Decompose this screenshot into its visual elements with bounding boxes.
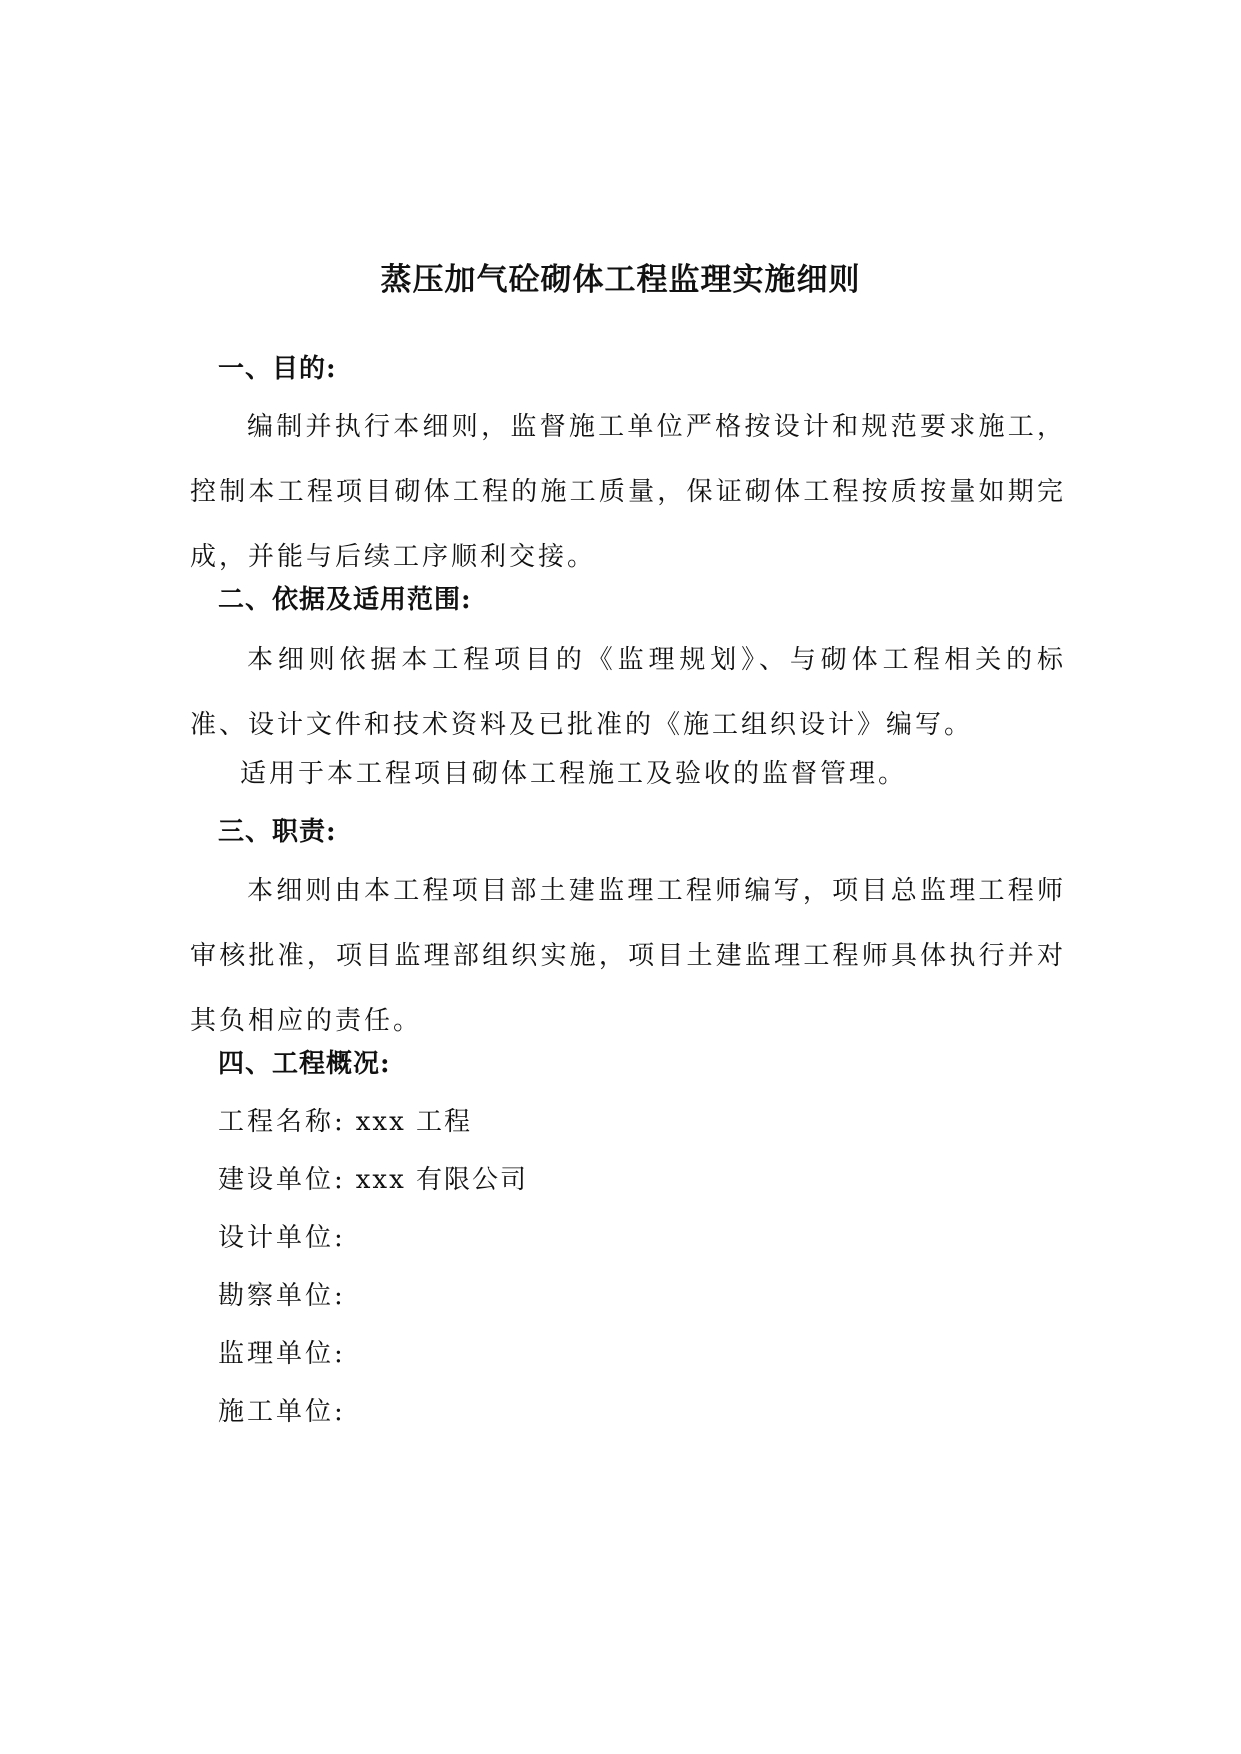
document-title: 蒸压加气砼砌体工程监理实施细则: [380, 262, 861, 298]
section-heading-responsibility: 三、职责:: [218, 817, 337, 847]
field-label: 勘察单位:: [218, 1281, 346, 1311]
field-label: 监理单位:: [218, 1339, 346, 1369]
section-paragraph-basis: 本细则依据本工程项目的《监理规划》、与砌体工程相关的标准、设计文件和技术资料及已批准的《施工组织设计》编写。: [190, 645, 1066, 740]
section-heading-purpose: 一、目的:: [218, 354, 337, 384]
section-paragraph-purpose: 编制并执行本细则，监督施工单位严格按设计和规范要求施工，控制本工程项目砌体工程的施工质量，保证砌体工程按质按量如期完成，并能与后续工序顺利交接。: [190, 412, 1066, 572]
field-value: xxx 有限公司: [355, 1165, 529, 1195]
field-label: 建设单位:: [218, 1165, 346, 1195]
field-label: 施工单位:: [218, 1397, 346, 1427]
field-label: 设计单位:: [218, 1223, 346, 1253]
field-survey-unit: [218, 1276, 356, 1316]
field-project-name: [218, 1102, 472, 1142]
field-value: xxx 工程: [355, 1107, 473, 1137]
field-owner-unit: [218, 1160, 528, 1200]
field-label: 工程名称:: [218, 1107, 346, 1137]
section-line-scope: 适用于本工程项目砌体工程施工及验收的监督管理。: [240, 759, 908, 789]
section-heading-project-overview: 四、工程概况:: [218, 1049, 391, 1079]
section-heading-basis-scope: 二、依据及适用范围:: [218, 585, 472, 615]
field-design-unit: [218, 1218, 356, 1258]
field-supervision-unit: [218, 1334, 356, 1374]
section-paragraph-responsibility: 本细则由本工程项目部土建监理工程师编写，项目总监理工程师审核批准，项目监理部组织实施，项目土建监理工程师具体执行并对其负相应的责任。: [190, 876, 1066, 1036]
field-construction-unit: [218, 1392, 356, 1432]
